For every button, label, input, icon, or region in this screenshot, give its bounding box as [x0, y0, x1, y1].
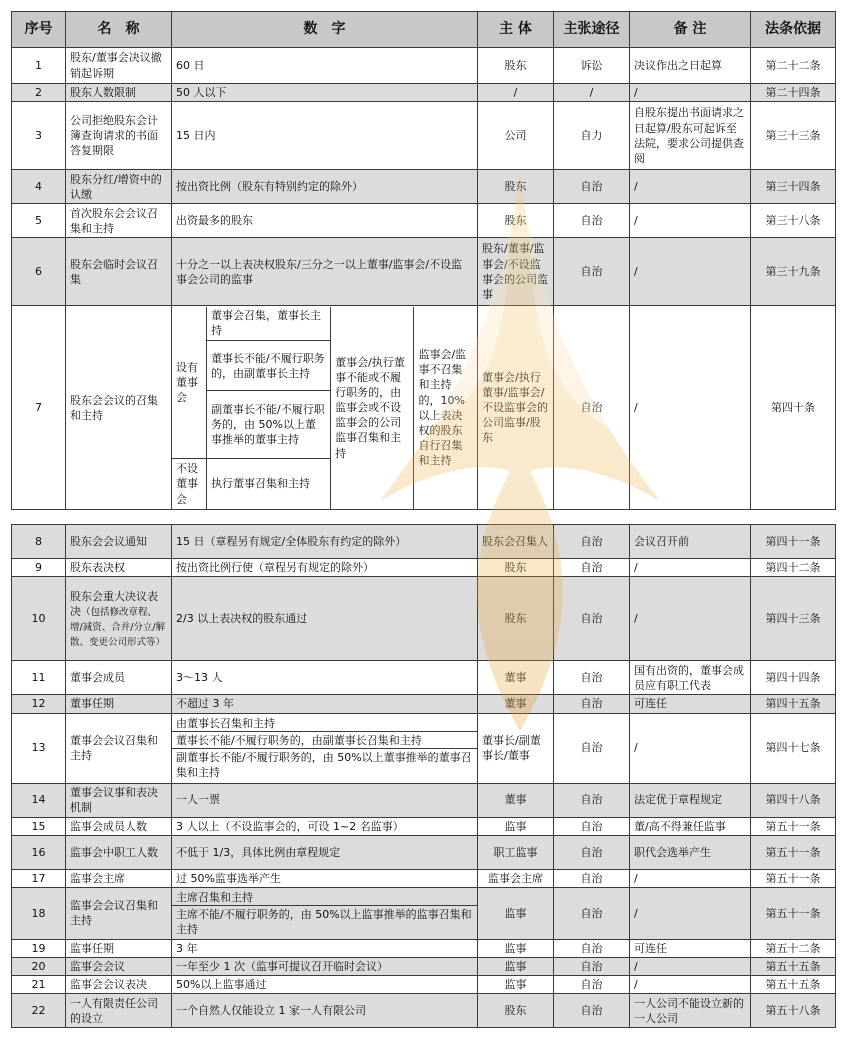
row-subject: 董事	[478, 695, 554, 713]
row-value: 按出资比例（股东有特别约定的除外）	[172, 170, 478, 204]
supervisor-convene-1: 主席召集和主持	[172, 889, 477, 906]
table-row	[12, 783, 836, 817]
row-no: 2	[12, 84, 66, 102]
table-row	[12, 559, 836, 577]
row-remark: /	[630, 976, 751, 994]
row-name-main: 股东会重大决议表决	[70, 589, 158, 618]
row-route: 自治	[554, 994, 630, 1028]
row-subject: 股东	[478, 170, 554, 204]
row-no: 13	[12, 713, 66, 783]
row-value: 60 日	[172, 48, 478, 84]
table-row	[12, 817, 836, 835]
table-row	[12, 994, 836, 1028]
row-value: 出资最多的股东	[172, 204, 478, 238]
table-row	[12, 939, 836, 957]
row-route: 自治	[554, 577, 630, 661]
header-row	[12, 12, 836, 48]
table-row	[12, 238, 836, 306]
row-subject: 股东	[478, 577, 554, 661]
row-remark: /	[630, 958, 751, 976]
row-route: 自治	[554, 869, 630, 887]
row-remark: /	[630, 869, 751, 887]
row-route: 自治	[554, 170, 630, 204]
row-subject: 监事	[478, 958, 554, 976]
company-law-table-continued	[11, 524, 836, 1028]
row-value: 50%以上监事通过	[172, 976, 478, 994]
row-value: 15 日内	[172, 102, 478, 170]
table-row	[12, 525, 836, 559]
header-basis: 法条依据	[751, 12, 836, 48]
row-remark: /	[630, 84, 751, 102]
row-value: 2/3 以上表决权的股东通过	[172, 577, 478, 661]
executive-director-step: 执行董事召集和主持	[207, 459, 331, 509]
row-name: 股东会临时会议召集	[66, 238, 172, 306]
supervisor-convene: 董事会/执行董事不能或不履行职务的，由监事会或不设监事会的公司监事召集和主持	[331, 307, 414, 509]
row-basis: 第五十一条	[751, 817, 836, 835]
row-route: 自治	[554, 887, 630, 939]
row-subject: 监事会主席	[478, 869, 554, 887]
row-remark: 决议作出之日起算	[630, 48, 751, 84]
row-route: 自治	[554, 958, 630, 976]
row-name: 董事会成员	[66, 661, 172, 695]
row-subject: 股东会召集人	[478, 525, 554, 559]
row-name: 股东人数限制	[66, 84, 172, 102]
row-subject: 股东/董事/监事会/不设监事会的公司监事	[478, 238, 554, 306]
row-remark: /	[630, 713, 751, 783]
row-basis: 第三十九条	[751, 238, 836, 306]
row-no: 21	[12, 976, 66, 994]
row-route: 自治	[554, 939, 630, 957]
row-no: 4	[12, 170, 66, 204]
row-remark: /	[630, 204, 751, 238]
row-subject: 监事	[478, 817, 554, 835]
table-row	[12, 958, 836, 976]
row-basis: 第五十二条	[751, 939, 836, 957]
row-value: 按出资比例行使（章程另有规定的除外）	[172, 559, 478, 577]
row-no: 11	[12, 661, 66, 695]
row-value: 3～13 人	[172, 661, 478, 695]
row-remark: 会议召开前	[630, 525, 751, 559]
row-basis: 第四十八条	[751, 783, 836, 817]
row-route: 自治	[554, 661, 630, 695]
row-remark: 职代会选举产生	[630, 835, 751, 869]
row-name: 股东会会议的召集和主持	[66, 306, 172, 510]
row-value: 50 人以下	[172, 84, 478, 102]
row-basis: 第三十三条	[751, 102, 836, 170]
row-subject: 公司	[478, 102, 554, 170]
row-subject: /	[478, 84, 554, 102]
row-route: 自治	[554, 204, 630, 238]
row-remark: 法定优于章程规定	[630, 783, 751, 817]
row-value: 过 50%监事选举产生	[172, 869, 478, 887]
row-value: 一人一票	[172, 783, 478, 817]
row-subject: 董事	[478, 783, 554, 817]
row-route: 自治	[554, 713, 630, 783]
row-no: 3	[12, 102, 66, 170]
row-value: 3 人以上（不设监事会的，可设 1~2 名监事）	[172, 817, 478, 835]
row-subject: 股东	[478, 559, 554, 577]
row-remark: 可连任	[630, 695, 751, 713]
row-route: 自治	[554, 817, 630, 835]
row-name: 监事会中职工人数	[66, 835, 172, 869]
board-step-1: 董事会召集，董事长主持	[207, 307, 331, 341]
supervisor-convene-2: 主席不能/不履行职务的，由 50%以上监事推举的监事召集和主持	[176, 907, 472, 936]
row-basis: 第二十四条	[751, 84, 836, 102]
row-name-sub: （包括修改章程、增/减资、合并/分立/解散、变更公司形式等）	[70, 606, 166, 649]
row-basis: 第四十条	[751, 306, 836, 510]
row-value: 不低于 1/3，具体比例由章程规定	[172, 835, 478, 869]
table-row	[12, 661, 836, 695]
row-remark: /	[630, 577, 751, 661]
header-name: 名 称	[66, 12, 172, 48]
row-name: 监事会会议	[66, 958, 172, 976]
row-route: 自治	[554, 835, 630, 869]
row-basis: 第五十一条	[751, 887, 836, 939]
row-value: 一年至少 1 次（监事可提议召开临时会议）	[172, 958, 478, 976]
row-remark: 董/高不得兼任监事	[630, 817, 751, 835]
row-no: 22	[12, 994, 66, 1028]
row-name: 股东/董事会决议撤销起诉期	[66, 48, 172, 84]
row-no: 17	[12, 869, 66, 887]
row-subject: 职工监事	[478, 835, 554, 869]
table-row	[12, 577, 836, 661]
row-basis: 第四十七条	[751, 713, 836, 783]
row-remark: 可连任	[630, 939, 751, 957]
table-gap	[0, 510, 846, 524]
row-no: 5	[12, 204, 66, 238]
row-remark: /	[630, 306, 751, 510]
board-convene-3: 副董事长不能/不履行职务的，由 50%以上董事推举的董事召集和主持	[176, 750, 472, 780]
row-route: 自力	[554, 102, 630, 170]
table-row	[12, 835, 836, 869]
row-no: 7	[12, 306, 66, 510]
row-value: 一个自然人仅能设立 1 家一人有限公司	[172, 994, 478, 1028]
header-subject: 主 体	[478, 12, 554, 48]
row-basis: 第二十二条	[751, 48, 836, 84]
row-subject: 股东	[478, 204, 554, 238]
table-row	[12, 170, 836, 204]
board-convene-1: 由董事长召集和主持	[172, 715, 477, 732]
row-name: 监事任期	[66, 939, 172, 957]
row-value	[172, 306, 478, 510]
row-remark: 一人公司不能设立新的一人公司	[630, 994, 751, 1028]
table-row	[12, 84, 836, 102]
row-remark: /	[630, 559, 751, 577]
row-value: 3 年	[172, 939, 478, 957]
row-name: 股东分红/增资中的认缴	[66, 170, 172, 204]
shareholder-convene: 监事会/监事不召集和主持的，10%以上表决权的股东自行召集和主持	[414, 307, 477, 509]
has-board-label: 设有董事会	[172, 307, 207, 459]
table-row	[12, 695, 836, 713]
board-step-3: 副董事长不能/不履行职务的，由 50%以上董事推举的董事主持	[207, 391, 331, 459]
row-no: 20	[12, 958, 66, 976]
table-row	[12, 204, 836, 238]
header-no: 序号	[12, 12, 66, 48]
row-name: 监事会会议召集和主持	[66, 887, 172, 939]
table-row	[12, 48, 836, 84]
row-no: 14	[12, 783, 66, 817]
row-subject: 监事	[478, 939, 554, 957]
row-route: 自治	[554, 695, 630, 713]
board-step-2: 董事长不能/不履行职务的，由副董事长主持	[207, 341, 331, 391]
row-value: 15 日（章程另有规定/全体股东有约定的除外）	[172, 525, 478, 559]
row-no: 6	[12, 238, 66, 306]
table-row	[12, 713, 836, 783]
row-route: 自治	[554, 783, 630, 817]
row-value: 不超过 3 年	[172, 695, 478, 713]
row-no: 16	[12, 835, 66, 869]
row-no: 12	[12, 695, 66, 713]
row-no: 15	[12, 817, 66, 835]
row-name	[66, 577, 172, 661]
row-name: 董事会会议召集和主持	[66, 713, 172, 783]
row-subject: 董事会/执行董事/监事会/不设监事会的公司监事/股东	[478, 306, 554, 510]
row-route: 诉讼	[554, 48, 630, 84]
header-remark: 备 注	[630, 12, 751, 48]
row-basis: 第四十四条	[751, 661, 836, 695]
row-route: 自治	[554, 306, 630, 510]
row-name: 首次股东会会议召集和主持	[66, 204, 172, 238]
row-basis: 第五十五条	[751, 958, 836, 976]
row-basis: 第三十四条	[751, 170, 836, 204]
row-value: 十分之一以上表决权股东/三分之一以上董事/监事会/不设监事会公司的监事	[172, 238, 478, 306]
row-no: 1	[12, 48, 66, 84]
row-subject: 董事	[478, 661, 554, 695]
row-basis: 第四十三条	[751, 577, 836, 661]
row-route: 自治	[554, 238, 630, 306]
row-subject: 监事	[478, 887, 554, 939]
row-name: 董事任期	[66, 695, 172, 713]
row-basis: 第五十八条	[751, 994, 836, 1028]
row-no: 8	[12, 525, 66, 559]
table-row	[12, 887, 836, 939]
row-route: 自治	[554, 559, 630, 577]
row-basis: 第五十五条	[751, 976, 836, 994]
row-name: 一人有限责任公司的设立	[66, 994, 172, 1028]
table-row	[12, 869, 836, 887]
convening-subtable	[172, 307, 477, 509]
row-route: /	[554, 84, 630, 102]
row-name: 监事会成员人数	[66, 817, 172, 835]
row-route: 自治	[554, 525, 630, 559]
header-value: 数 字	[172, 12, 478, 48]
row-remark: /	[630, 887, 751, 939]
row-name: 监事会主席	[66, 869, 172, 887]
no-board-label: 不设董事会	[172, 459, 207, 509]
row-name: 监事会会议表决	[66, 976, 172, 994]
row-no: 9	[12, 559, 66, 577]
company-law-table	[11, 11, 836, 510]
row-remark: 国有出资的，董事会成员应有职工代表	[630, 661, 751, 695]
table-row	[12, 976, 836, 994]
row-basis: 第四十五条	[751, 695, 836, 713]
row-basis: 第四十一条	[751, 525, 836, 559]
row-basis: 第五十一条	[751, 869, 836, 887]
row-remark: 自股东提出书面请求之日起算/股东可起诉至法院，要求公司提供查阅	[630, 102, 751, 170]
row-subject: 董事长/副董事长/董事	[478, 713, 554, 783]
board-convene-2: 董事长不能/不履行职务的，由副董事长召集和主持	[172, 732, 477, 749]
row-value	[172, 887, 478, 939]
row-remark: /	[630, 170, 751, 204]
row-name: 董事会议事和表决机制	[66, 783, 172, 817]
row-subject: 股东	[478, 994, 554, 1028]
row-no: 19	[12, 939, 66, 957]
row-basis: 第三十八条	[751, 204, 836, 238]
row-no: 10	[12, 577, 66, 661]
row-name: 公司拒绝股东会计簿查询请求的书面答复期限	[66, 102, 172, 170]
row-name: 股东会会议通知	[66, 525, 172, 559]
row-subject: 监事	[478, 976, 554, 994]
row-no: 18	[12, 887, 66, 939]
table-row	[12, 102, 836, 170]
row-basis: 第五十一条	[751, 835, 836, 869]
row-route: 自治	[554, 976, 630, 994]
row-name: 股东表决权	[66, 559, 172, 577]
row-basis: 第四十二条	[751, 559, 836, 577]
table-row	[12, 306, 836, 510]
row-remark: /	[630, 238, 751, 306]
row-subject: 股东	[478, 48, 554, 84]
header-route: 主张途径	[554, 12, 630, 48]
row-value	[172, 713, 478, 783]
